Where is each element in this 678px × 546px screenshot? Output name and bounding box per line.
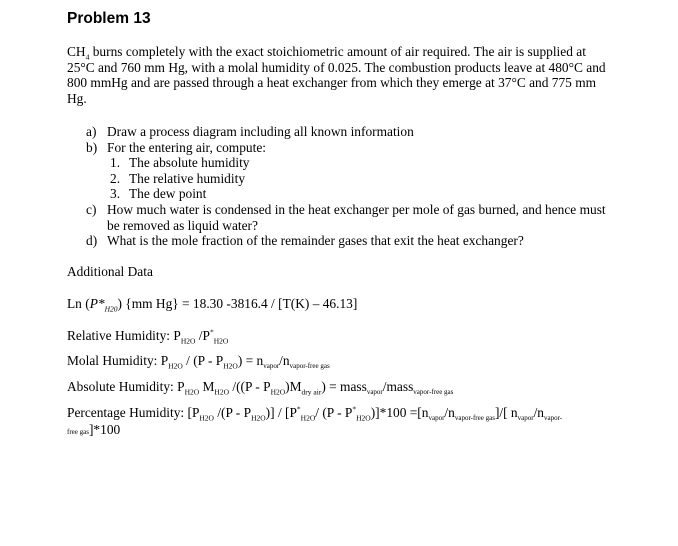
question-a: a) Draw a process diagram including all known information — [86, 124, 414, 139]
question-b: b) For the entering air, compute: — [86, 139, 266, 155]
subquestion-list — [86, 155, 611, 202]
subquestion-item: 2. The relative humidity — [110, 170, 246, 186]
problem-statement: $CH_4$ burns completely with the exact stoichiometric amount of air required. The air is supplied at 25°C and 760 mm Hg, with a molal humidity of 0.025. The combustion products leave at 480°C and 800 mmHg and are passed through a heat exchanger from which they emerge at 37°C and 775 mm Hg. — [67, 44, 606, 106]
subquestion-item: 3. The dew point — [110, 186, 207, 202]
molal-humidity-formula: Molal Humidity: $P_{H2O} / (P - P_{H2O}) = n_{vapor}/n_{vapor-free gas}$ — [67, 353, 330, 371]
antoine-equation: Ln $(P*_{H20})$ {mm Hg} = 18.30 -3816.4 / [T(K) – 46.13] — [67, 296, 358, 314]
absolute-humidity-formula: Absolute Humidity: $P_{H2O}$ $M_{H2O}$ $/((P - P_{H2O})M_{dry air})$ = mass$_{vapor}$/mass$_{vapor-free gas}$ — [67, 379, 454, 397]
question-d: d) What is the mole fraction of the remainder gases that exit the heat exchanger? — [86, 233, 524, 249]
problem-title: Problem 13 — [67, 10, 151, 27]
relative-humidity-formula: Relative Humidity: $P_{H2O}$ $/P^*_{H2O}$ — [67, 327, 229, 346]
additional-data-heading: Additional Data — [67, 264, 153, 279]
question-c: c) How much water is condensed in the heat exchanger per mole of gas burned, and hence must be removed as liquid water? — [86, 201, 606, 233]
methane-formula: $CH_4$ — [67, 44, 90, 62]
percentage-humidity-formula: Percentage Humidity: [$P_{H2O}$ $/(P - P_{H2O})] / [P^*_{H2O}/$ $(P - P^*_{H2O})]*100 =[n_{vapor}/n_{vapor-free gas}]/$[ $n_{vapor}/n_{vapor-}$ free gas]*100 — [67, 404, 563, 437]
question-list — [86, 124, 611, 249]
subquestion-item: 1. The absolute humidity — [110, 155, 250, 171]
